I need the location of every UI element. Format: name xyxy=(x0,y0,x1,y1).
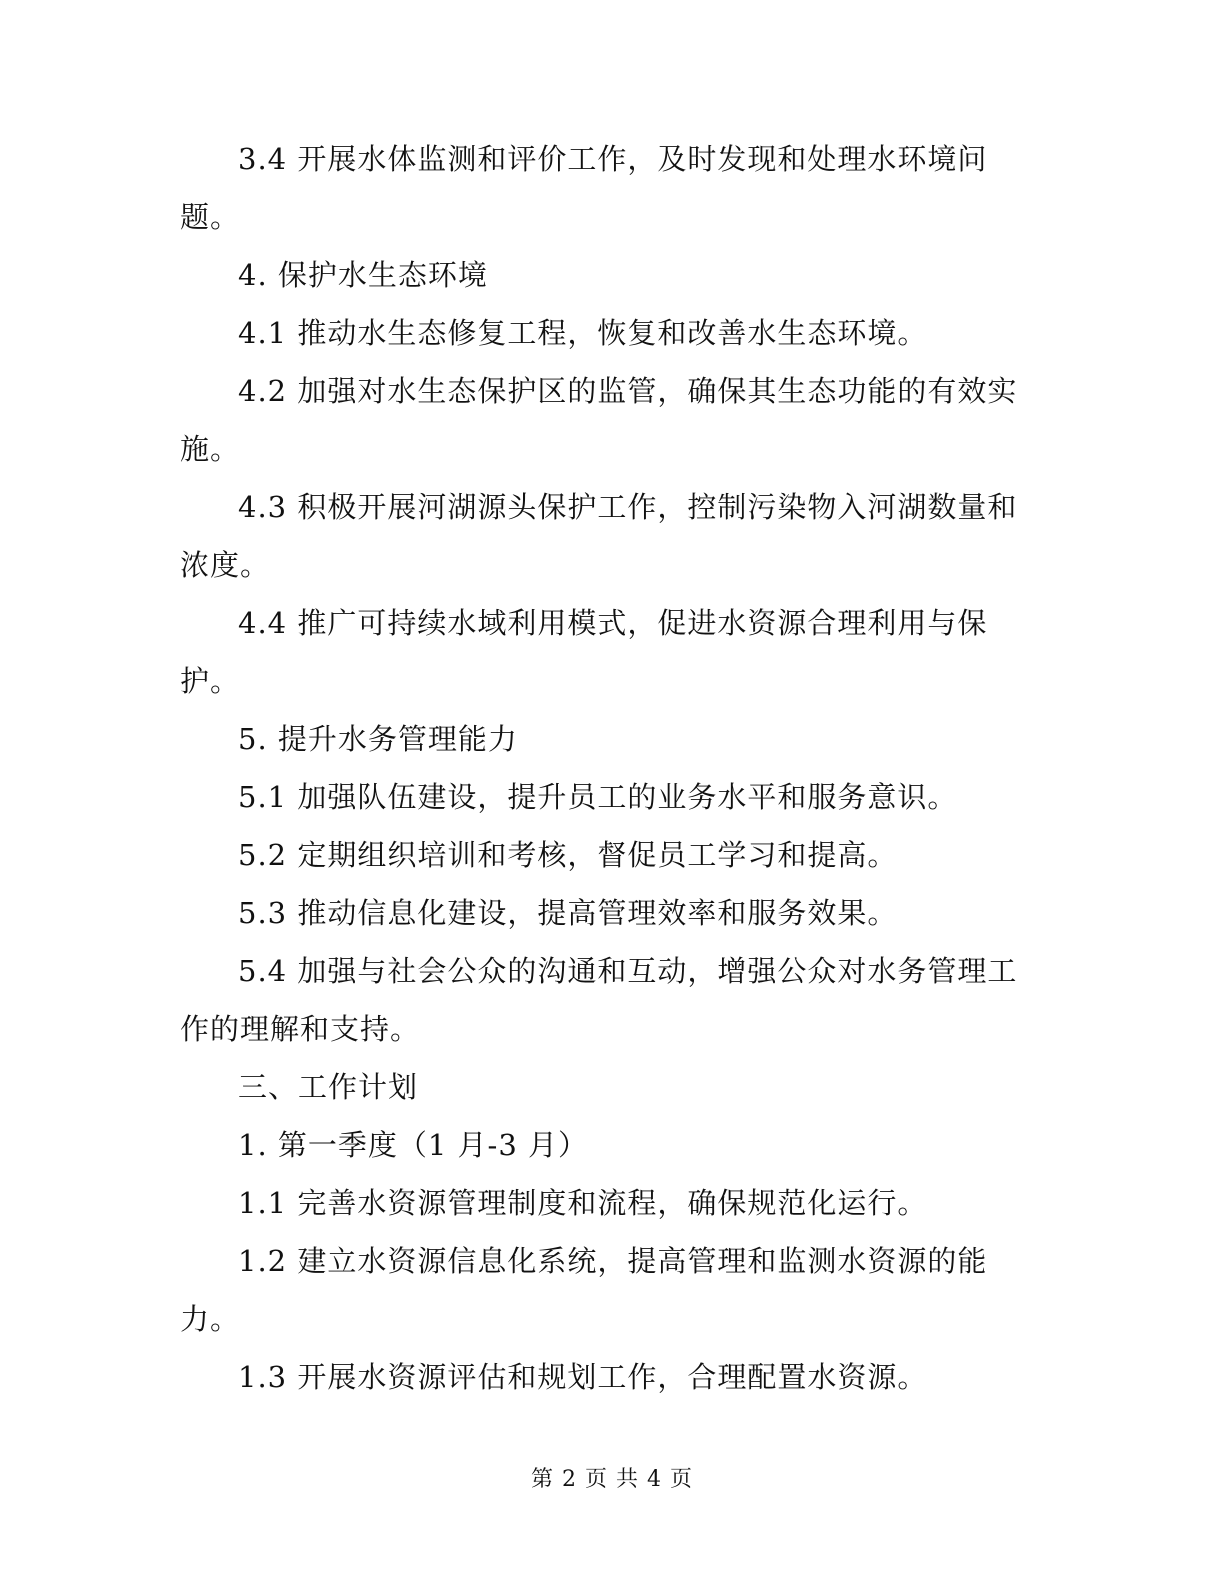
paragraph-1-1: 1.1 完善水资源管理制度和流程，确保规范化运行。 xyxy=(238,1186,928,1220)
paragraph-1-2: 1.2 建立水资源信息化系统，提高管理和监测水资源的能力。 xyxy=(180,1244,988,1336)
document-body xyxy=(180,130,1020,1406)
paragraph-4-1: 4.1 推动水生态修复工程，恢复和改善水生态环境。 xyxy=(238,316,928,350)
paragraph-5-3: 5.3 推动信息化建设，提高管理效率和服务效果。 xyxy=(238,896,898,930)
paragraph-4-2: 4.2 加强对水生态保护区的监管，确保其生态功能的有效实施。 xyxy=(180,374,1018,466)
heading-4: 4. 保护水生态环境 xyxy=(238,258,488,292)
page-number-footer: 第 2 页 共 4 页 xyxy=(531,1467,693,1492)
paragraph-5-4: 5.4 加强与社会公众的沟通和互动，增强公众对水务管理工作的理解和支持。 xyxy=(180,954,1018,1046)
heading-5: 5. 提升水务管理能力 xyxy=(238,722,518,756)
paragraph-5-1: 5.1 加强队伍建设，提升员工的业务水平和服务意识。 xyxy=(238,780,958,814)
heading-q1: 1. 第一季度（1 月-3 月） xyxy=(238,1128,589,1162)
paragraph-5-2: 5.2 定期组织培训和考核，督促员工学习和提高。 xyxy=(238,838,898,872)
paragraph-4-4: 4.4 推广可持续水域利用模式，促进水资源合理利用与保护。 xyxy=(180,606,988,698)
paragraph-1-3: 1.3 开展水资源评估和规划工作，合理配置水资源。 xyxy=(238,1360,928,1394)
paragraph-4-3: 4.3 积极开展河湖源头保护工作，控制污染物入河湖数量和浓度。 xyxy=(180,490,1018,582)
section-heading-work-plan: 三、工作计划 xyxy=(238,1070,419,1104)
paragraph-3-4: 3.4 开展水体监测和评价工作，及时发现和处理水环境问题。 xyxy=(180,142,988,234)
